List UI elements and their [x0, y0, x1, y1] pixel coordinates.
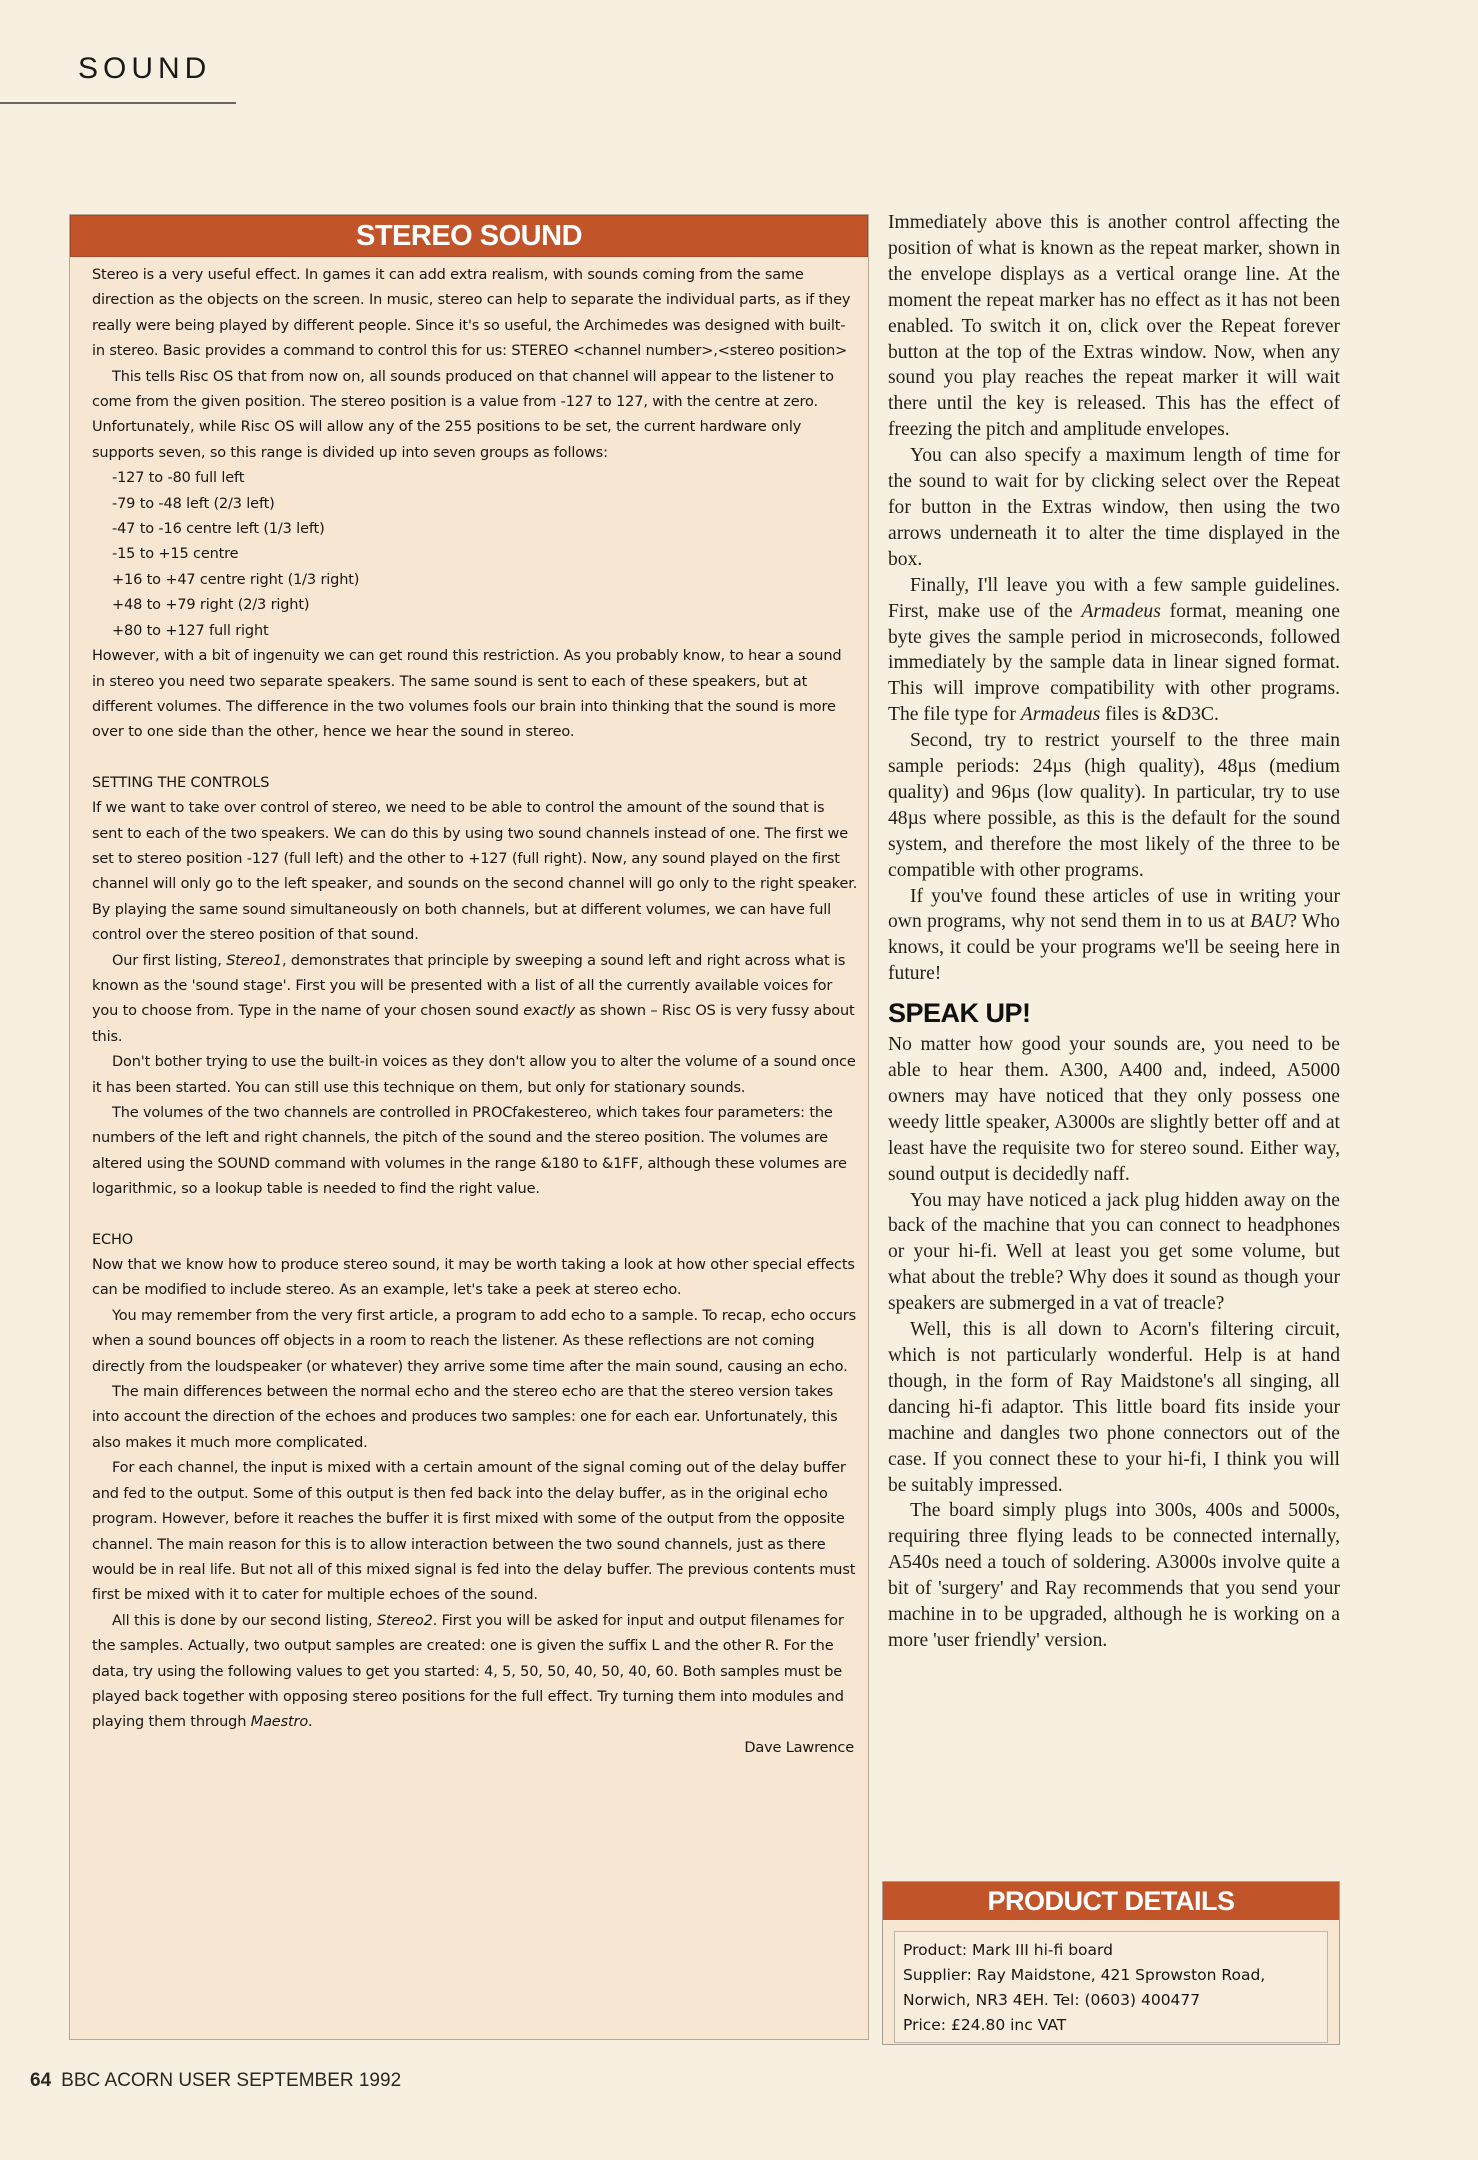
- paragraph: Well, this is all down to Acorn's filtering circuit, which is not particularly wonderful. Help is at hand though, in the form of Ray Maidstone's all singing, all dancing hi-fi adaptor. This little board fits inside your machine and dangles two phone connectors out of the case. If you connect these to your hi-fi, I think you will be suitably impressed.: [888, 1319, 1340, 1496]
- paragraph: Don't bother trying to use the built-in voices as they don't allow you to alter the volume of a sound once it has been started. You can still use this technique on them, but only for stationary sounds.: [92, 1054, 856, 1096]
- product-line: Product: Mark III hi-fi board: [903, 1941, 1113, 1959]
- list-item: +48 to +79 right (2/3 right): [112, 597, 310, 614]
- sidebar-body: [70, 257, 868, 1761]
- product-line: Supplier: Ray Maidstone, 421 Sprowston Road,: [903, 1966, 1266, 1984]
- section-title: SOUND: [78, 52, 212, 85]
- list-item: +80 to +127 full right: [112, 622, 269, 639]
- stereo-range-list: [92, 466, 858, 644]
- paragraph: No matter how good your sounds are, you need to be able to hear them. A300, A400 and, indeed, A5000 owners may have noticed that they only possess one weedy little speaker, A3000s are slightly better off and at least have the requisite two for stereo sound. Either way, sound output is decidedly naff.: [888, 1034, 1340, 1185]
- speak-up-heading: SPEAK UP!: [888, 998, 1031, 1029]
- product-details-box: [882, 1881, 1340, 2045]
- list-item: +16 to +47 centre right (1/3 right): [112, 571, 360, 588]
- paragraph: The volumes of the two channels are controlled in PROCfakestereo, which takes four parameters: the numbers of the left and right channels, the pitch of the sound and the stereo position. The volumes are altered using the SOUND command with volumes in the range &180 to &1FF, although these volumes are logarithmic, so a lookup table is needed to find the right value.: [92, 1105, 847, 1198]
- paragraph: The board simply plugs into 300s, 400s and 5000s, requiring three flying leads to be connected internally, A540s need a touch of soldering. A3000s involve quite a bit of 'surgery' and Ray recommends that you send your machine in to be upgraded, although he is working on a more 'user friendly' version.: [888, 1500, 1340, 1651]
- paragraph: Stereo is a very useful effect. In games it can add extra realism, with sounds coming from the same direction as the objects on the screen. In music, stereo can help to separate the individual parts, as if they really were being played by different people. Since it's so useful, the Archimedes was designed with built-in stereo. Basic provides a command to control this for us: STEREO <channel number>,<stereo position>: [92, 267, 851, 360]
- list-item: -127 to -80 full left: [112, 470, 245, 487]
- list-item: -47 to -16 centre left (1/3 left): [112, 521, 325, 538]
- paragraph: Second, try to restrict yourself to the three main sample periods: 24µs (high quality), 48µs (medium quality) and 96µs (low quality). In particular, try to use 48µs where possible, as this is the default for the sound system, and therefore the most likely of the three to be compatible with other programs.: [888, 730, 1340, 881]
- paragraph: You can also specify a maximum length of time for the sound to wait for by clicking select over the Repeat for button in the Extras window, then using the two arrows underneath it to alter the time displayed in the box.: [888, 445, 1340, 570]
- paragraph: If we want to take over control of stereo, we need to be able to control the amount of the sound that is sent to each of the two speakers. We can do this by using two sound channels instead of one. The first we set to stereo position -127 (full left) and the other to +127 (full right). Now, any sound played on the first channel will only go to the left speaker, and sounds on the second channel will go only to the right speaker. By playing the same sound simultaneously on both channels, but at different volumes, we can have full control over the stereo position of that sound.: [92, 800, 858, 944]
- paragraph: You may have noticed a jack plug hidden away on the back of the machine that you can connect to headphones or your hi-fi. Well at least you get some volume, but what about the treble? Why does it sound as though your speakers are submerged in a vat of treacle?: [888, 1189, 1340, 1315]
- paragraph: If you've found these articles of use in writing your own programs, why not send them in to us at BAU? Who knows, it could be your programs we'll be seeing here in future!: [888, 885, 1340, 985]
- section-rule: [0, 102, 236, 104]
- product-line: Price: £24.80 inc VAT: [903, 2016, 1067, 2034]
- paragraph: All this is done by our second listing, Stereo2. First you will be asked for input and output filenames for the samples. Actually, two output samples are created: one is given the suffix L and the other R. For the data, try using the following values to get you started: 4, 5, 50, 50, 40, 50, 40, 60. Both samples must be played back together with opposing stereo positions for the full effect. Try turning them into modules and playing them through Maestro.: [92, 1612, 844, 1731]
- product-line: Norwich, NR3 4EH. Tel: (0603) 400477: [903, 1991, 1201, 2009]
- list-item: -15 to +15 centre: [112, 546, 239, 563]
- paragraph: For each channel, the input is mixed with a certain amount of the signal coming out of the delay buffer and fed to the output. Some of this output is then fed back into the delay buffer, as in the original echo program. However, before it reaches the buffer it is first mixed with some of the output from the opposite channel. The main reason for this is to allow interaction between the two sound channels, just as there would be in real life. But not all of this mixed signal is fed into the delay buffer. The previous contents must first be mixed with it to cater for multiple echoes of the sound.: [92, 1460, 856, 1604]
- product-details-title: PRODUCT DETAILS: [883, 1882, 1339, 1920]
- magazine-issue: BBC ACORN USER SEPTEMBER 1992: [61, 2070, 402, 2091]
- right-column: [888, 210, 1340, 1654]
- subheading: SETTING THE CONTROLS: [92, 774, 270, 791]
- paragraph: Finally, I'll leave you with a few sample guidelines. First, make use of the Armadeus format, meaning one byte gives the sample period in microseconds, followed immediately by the sample data in linear signed format. This will improve compatibility with other programs. The file type for Armadeus files is &D3C.: [888, 574, 1340, 726]
- stereo-sound-sidebar: [69, 214, 869, 2040]
- product-details-body: [894, 1931, 1328, 2043]
- page-number: 64: [30, 2070, 52, 2091]
- paragraph: Immediately above this is another control affecting the position of what is known as the repeat marker, shown in the envelope displays as a vertical orange line. At the moment the repeat marker has no effect as it has not been enabled. To switch it on, click over the Repeat forever button at the top of the Extras window. Now, when any sound you play reaches the repeat marker it will wait there until the key is released. This has the effect of freezing the pitch and amplitude envelopes.: [888, 212, 1340, 441]
- paragraph: The main differences between the normal echo and the stereo echo are that the stereo version takes into account the direction of the echoes and produces two samples: one for each ear. Unfortunately, this also makes it much more complicated.: [92, 1384, 838, 1451]
- author-byline: Dave Lawrence: [744, 1739, 854, 1756]
- page-footer: [30, 2070, 401, 2092]
- paragraph: You may remember from the very first article, a program to add echo to a sample. To recap, echo occurs when a sound bounces off objects in a room to reach the listener. As these reflections are not coming directly from the loudspeaker (or whatever) they arrive some time after the main sound, causing an echo.: [92, 1307, 857, 1375]
- paragraph: However, with a bit of ingenuity we can get round this restriction. As you probably know, to hear a sound in stereo you need two separate speakers. The same sound is sent to each of these speakers, but at different volumes. The difference in the two volumes fools our brain into thinking that the sound is more over to one side than the other, hence we hear the sound in stereo.: [92, 648, 842, 741]
- paragraph: Our first listing, Stereo1, demonstrates that principle by sweeping a sound left and right across what is known as the 'sound stage'. First you will be presented with a list of all the currently available voices for you to choose from. Type in the name of your chosen sound exactly as shown – Risc OS is very fussy about this.: [92, 952, 855, 1045]
- paragraph: Now that we know how to produce stereo sound, it may be worth taking a look at how other special effects can be modified to include stereo. As an example, let's take a peek at stereo echo.: [92, 1257, 855, 1299]
- sidebar-title: STEREO SOUND: [70, 215, 868, 257]
- paragraph: This tells Risc OS that from now on, all sounds produced on that channel will appear to the listener to come from the given position. The stereo position is a value from -127 to 127, with the centre at zero. Unfortunately, while Risc OS will allow any of the 255 positions to be set, the current hardware only supports seven, so this range is divided up into seven groups as follows:: [92, 368, 834, 461]
- list-item: -79 to -48 left (2/3 left): [112, 495, 275, 512]
- subheading: ECHO: [92, 1231, 134, 1248]
